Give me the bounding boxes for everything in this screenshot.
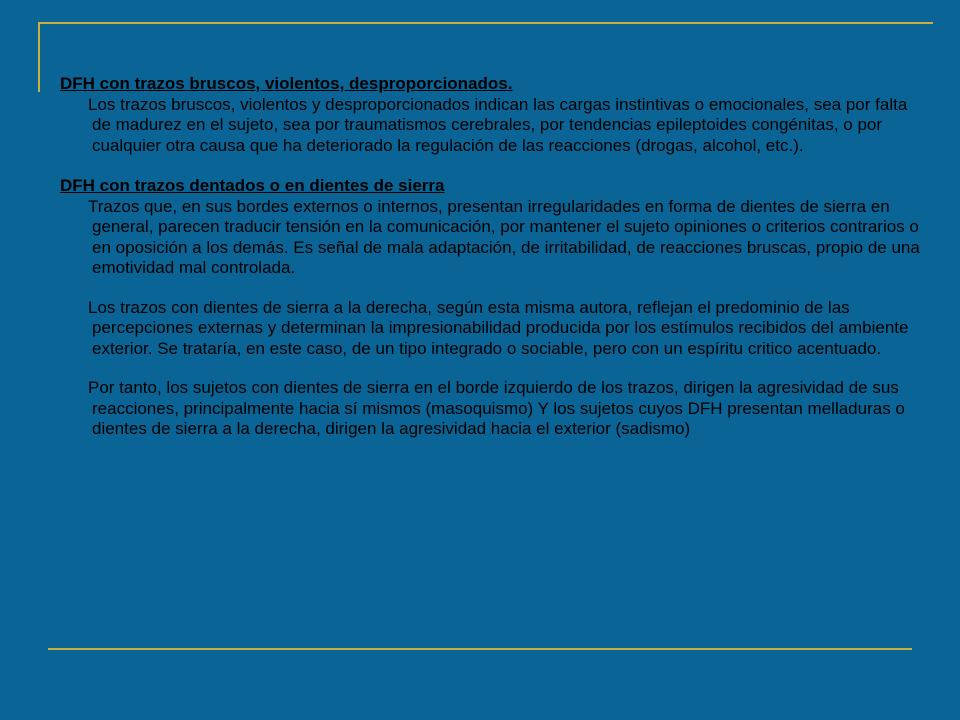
bottom-rule: [48, 648, 912, 650]
paragraph-dentados-2: Los trazos con dientes de sierra a la derecha, según esta misma autora, reflejan el predominio de las percepciones externas y determinan la impresionabilidad producida por los estímulos recibidos del ambiente exterior. Se trataría, en este caso, de un tipo integrado o sociable, pero con un espíritu critico acentuado.: [88, 297, 909, 358]
paragraph-bruscos: Los trazos bruscos, violentos y desproporcionados indican las cargas instintivas o emocionales, sea por falta de madurez en el sujeto, sea por traumatismos cerebrales, por tendencias epileptoides congénitas, o por cualquier otra causa que ha deteriorado la regulación de las reacciones (drogas, alcohol, etc.).: [88, 94, 908, 155]
spacer: [60, 156, 920, 176]
left-rule: [38, 22, 40, 92]
paragraph-dentados-1: Trazos que, en sus bordes externos o internos, presentan irregularidades en forma de dientes de sierra en general, parecen traducir tensión en la comunicación, por mantener el sujeto opiniones o criterios contrarios o en oposición a los demás. Es señal de mala adaptación, de irritabilidad, de reacciones bruscas, propio de una emotividad mal controlada.: [88, 196, 920, 277]
spacer: [60, 279, 920, 298]
top-rule: [38, 22, 933, 24]
slide-content: [60, 74, 920, 440]
paragraph-dentados-3: Por tanto, los sujetos con dientes de sierra en el borde izquierdo de los trazos, dirigen la agresividad de sus reacciones, principalmente hacia sí mismos (masoquismo) Y los sujetos cuyos DFH presentan melladuras o dientes de sierra a la derecha, dirigen la agresividad hacia el exterior (sadismo): [88, 378, 905, 438]
section-heading-bruscos: DFH con trazos bruscos, violentos, desproporcionados.: [60, 74, 513, 93]
spacer: [60, 359, 920, 378]
section-heading-dentados: DFH con trazos dentados o en dientes de sierra: [60, 176, 445, 195]
